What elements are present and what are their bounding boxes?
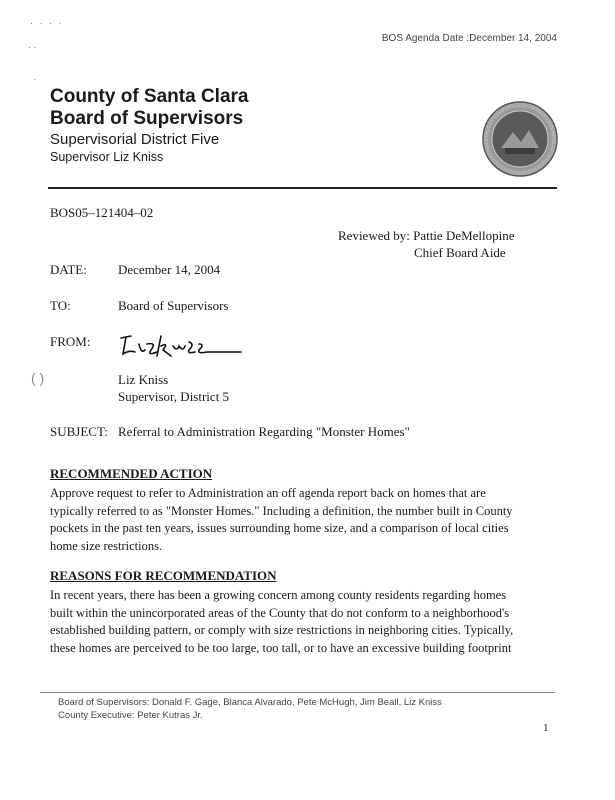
from-title: Supervisor, District 5 [118,389,230,404]
paragraph-line: established building pattern, or comply with size restrictions in neighboring cities. Typically, [50,623,514,637]
subject-label: SUBJECT: [50,424,108,439]
paragraph-line: home size restrictions. [50,538,163,553]
letterhead-county: County of Santa Clara [50,86,249,107]
to-value: Board of Supervisors [118,298,229,313]
reasons-heading: REASONS FOR RECOMMENDATION [50,568,277,583]
paragraph-line: typically referred to as "Monster Homes." Including a definition, the number built in County [50,503,513,518]
recommended-action-text [50,485,550,555]
paragraph-line: built within the unincorporated areas of the County that do not conform to a neighborhood's [50,605,510,620]
paragraph-line: pockets in the past ten years, issues surrounding home size, and a comparison of local cities [50,521,509,535]
footer-county-executive: County Executive: Peter Kutras Jr. [58,710,203,721]
subject-value: Referral to Administration Regarding "Monster Homes" [118,424,410,439]
agenda-date: BOS Agenda Date :December 14, 2004 [381,33,557,44]
letterhead-supervisor: Supervisor Liz Kniss [50,150,164,164]
paragraph-line: these homes are perceived to be too large, too tall, or to have an excessive building footprint [50,640,512,655]
paragraph-line: In recent years, there has been a growing concern among county residents regarding homes [50,588,507,602]
scan-bracket-mark: ( ) [31,370,45,386]
county-seal-icon [481,100,559,178]
scan-specks: · · [28,42,37,52]
date-value: December 14, 2004 [118,262,221,277]
letterhead-district: Supervisorial District Five [50,131,220,148]
letterhead-board: Board of Supervisors [50,108,244,129]
page-number: 1 [543,722,549,734]
scan-specks: · [33,74,37,85]
date-label: DATE: [50,262,87,277]
from-label: FROM: [50,334,91,349]
signature [117,330,247,364]
letterhead-rule [48,187,557,189]
paragraph-line: Approve request to refer to Administration an off agenda report back on homes that are [50,486,486,500]
footer-board-members: Board of Supervisors: Donald F. Gage, Blanca Alvarado, Pete McHugh, Jim Beall, Liz Kniss [58,697,442,708]
recommended-action-heading: RECOMMENDED ACTION [50,466,213,481]
to-label: TO: [50,298,71,313]
from-name: Liz Kniss [118,372,169,387]
document-number: BOS05–121404–02 [50,205,154,220]
reviewer-title: Chief Board Aide [414,245,506,260]
scan-specks: · · · · [30,18,64,28]
reviewed-by: Reviewed by: Pattie DeMellopine [338,228,515,243]
footer-rule [40,692,555,693]
reasons-text [50,587,550,657]
